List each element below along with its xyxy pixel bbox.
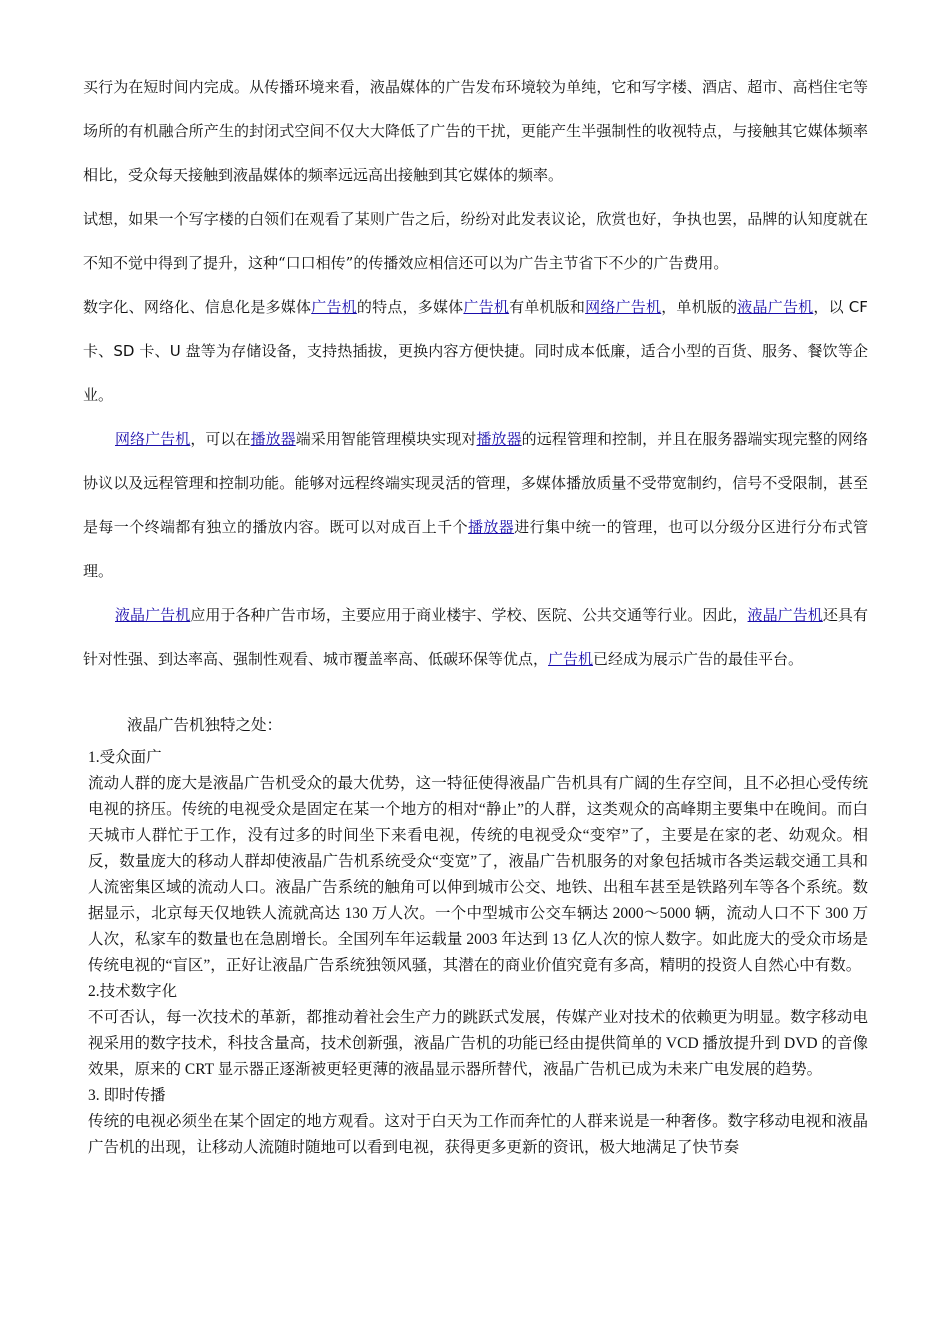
paragraph-text: 试想，如果一个写字楼的白领们在观看了某则广告之后，纷纷对此发表议论，欣赏也好，争执也罢，品牌的认知度就在不知不觉中得到了提升，这种“口口相传”的传播效应相信还可以为广告主节省下不少的广告费用。	[83, 210, 868, 272]
link-network-ad-machine[interactable]: 网络广告机	[585, 298, 662, 316]
paragraph-text: 买行为在短时间内完成。从传播环境来看，液晶媒体的广告发布环境较为单纯，它和写字楼、酒店、超市、高档住宅等场所的有机融合所产生的封闭式空间不仅大大降低了广告的干扰，更能产生半强制性的收视特点，与接触其它媒体频率相比，受众每天接触到液晶媒体的频率远远高出接触到其它媒体的频率。	[83, 78, 868, 184]
text-run: 的特点，多媒体	[356, 298, 464, 316]
text-run: 有单机版和	[509, 298, 586, 316]
link-network-ad-machine[interactable]: 网络广告机	[115, 430, 191, 448]
feature-body-instant: 传统的电视必须坐在某个固定的地方观看。这对于白天为工作而奔忙的人群来说是一种奢侈。数字移动电视和液晶广告机的出现，让移动人流随时随地可以看到电视，获得更多更新的资讯，极大地满足了快节奏	[88, 1113, 868, 1156]
text-run: 的远程管理和控制，并且在服务器端实现完整的网络协议以及远程管理和控制功能。能够对远程终端实现灵活的管理，多媒体播放质量不受带宽制约，信号不受限制，甚至是每一个终端都有独立的播放内容。既可以对成百上千个	[83, 430, 868, 536]
text-run: 进行集中统一的管理，也可以分级分区进行分布式管理。	[83, 518, 868, 580]
text-run: SD	[113, 342, 135, 360]
features-section	[83, 713, 868, 1161]
text-run: 数字化、网络化、信息化是多媒体	[83, 298, 312, 316]
text-run: 应用于各种广告市场，主要应用于商业楼宇、学校、医院、公共交通等行业。因此，	[190, 606, 748, 624]
text-run: CF	[848, 298, 868, 316]
link-ad-machine[interactable]: 广告机	[548, 650, 594, 668]
text-run: U	[169, 342, 181, 360]
feature-heading-audience: 1.受众面广	[88, 749, 162, 766]
feature-heading-instant: 3. 即时传播	[88, 1087, 166, 1104]
document-page	[83, 0, 868, 1161]
link-lcd-ad-machine[interactable]: 液晶广告机	[747, 606, 823, 624]
link-player[interactable]: 播放器	[476, 430, 522, 448]
feature-body-digital: 不可否认，每一次技术的革新，都推动着社会生产力的跳跃式发展，传媒产业对技术的依赖更为明显。数字移动电视采用的数字技术，科技含量高，技术创新强，液晶广告机的功能已经由提供简单的 VCD 播放提升到 DVD 的音像效果，原来的 CRT 显示器正逐渐被更轻更薄的液晶显示器所替代，液晶广告机已成为未来广电发展的趋势。	[88, 1009, 868, 1078]
feature-heading-digital: 2.技术数字化	[88, 983, 178, 1000]
text-run: ，以	[813, 298, 849, 316]
paragraph-lcd-applications	[83, 593, 868, 681]
link-player[interactable]: 播放器	[250, 430, 296, 448]
text-run: 盘等为存储设备，支持热插拔，更换内容方便快捷。同时成本低廉，适合小型的百货、服务、餐饮等企业。	[83, 342, 868, 404]
section-title: 液晶广告机独特之处：	[127, 717, 283, 734]
link-lcd-ad-machine[interactable]: 液晶广告机	[737, 298, 814, 316]
text-run: 还具有针对性强、到达率高、强制性观看、城市覆盖率高、低碳环保等优点，	[83, 606, 868, 668]
text-run: 卡、	[134, 342, 170, 360]
feature-body-audience: 流动人群的庞大是液晶广告机受众的最大优势，这一特征使得液晶广告机具有广阔的生存空间，且不必担心受传统电视的挤压。传统的电视受众是固定在某一个地方的相对“静止”的人群，这类观众的高峰期主要集中在晚间。而白天城市人群忙于工作，没有过多的时间坐下来看电视，传统的电视受众“变窄”了，主要是在家的老、幼观众。相反，数量庞大的移动人群却使液晶广告机系统受众“变宽”了，液晶广告机服务的对象包括城市各类运载交通工具和人流密集区域的流动人口。液晶广告系统的触角可以伸到城市公交、地铁、出租车甚至是铁路列车等各个系统。数据显示，北京每天仅地铁人流就高达 130 万人次。一个中型城市公交车辆达 2000～5000 辆，流动人口不下 300 万人次，私家车的数量也在急剧增长。全国列车年运载量 2003 年达到 13 亿人次的惊人数字。如此庞大的受众市场是传统电视的“盲区”，正好让液晶广告系统独领风骚，其潜在的商业价值究竟有多高，精明的投资人自然心中有数。	[88, 775, 868, 974]
text-run: 端采用智能管理模块实现对	[295, 430, 477, 448]
link-player[interactable]: 播放器	[467, 518, 515, 536]
link-ad-machine[interactable]: 广告机	[311, 298, 357, 316]
text-run: 已经成为展示广告的最佳平台。	[593, 650, 804, 668]
text-run: ，可以在	[190, 430, 251, 448]
text-run: ，单机版的	[661, 298, 738, 316]
paragraph-multimedia-features	[83, 285, 868, 417]
paragraph-network-ad-machine	[83, 417, 868, 593]
text-run: 卡、	[83, 342, 114, 360]
paragraph-word-of-mouth	[83, 197, 868, 285]
link-ad-machine[interactable]: 广告机	[463, 298, 510, 316]
paragraph-audience-environment	[83, 65, 868, 197]
link-lcd-ad-machine[interactable]: 液晶广告机	[115, 606, 191, 624]
